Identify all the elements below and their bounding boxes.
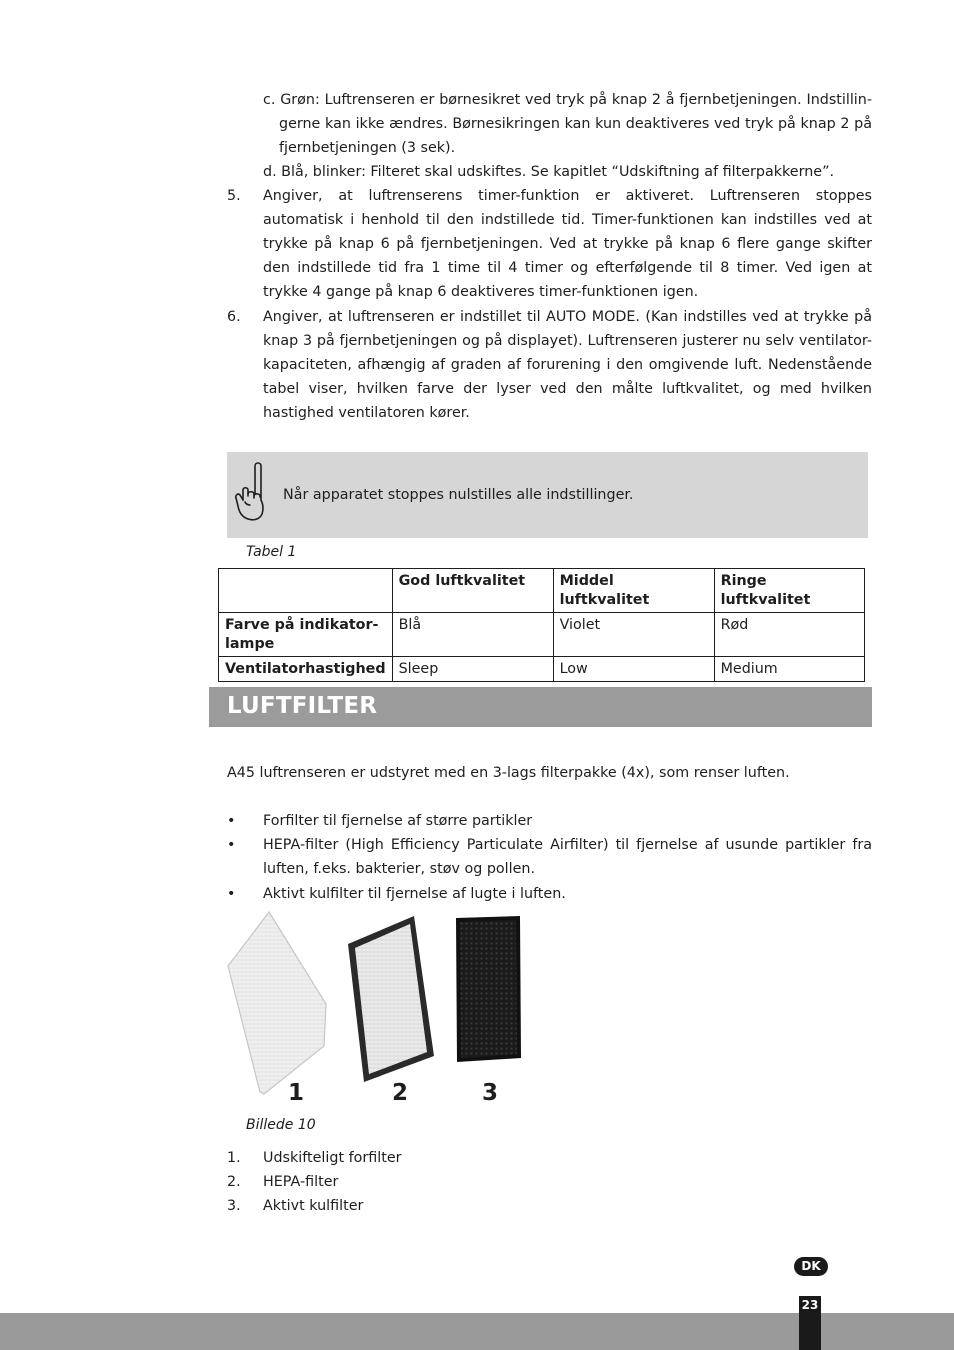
table-row-label: Farve på indikator-lampe bbox=[219, 613, 393, 657]
bullet-marker: • bbox=[227, 886, 236, 902]
table-row bbox=[219, 657, 865, 682]
figure-list-item: HEPA-filter bbox=[263, 1174, 339, 1190]
table-row bbox=[219, 613, 865, 657]
list-item-5: Angiver, at luftrenserens timer-funktion er aktiveret. Luftrenseren stoppes automatisk i henhold til den indstillede tid. Timer-funktionen kan indstilles ved at trykke på knap 6 på fjernbetjeningen. Ved at trykke på knap 6 flere gange skifter den indstillede tid fra 1 time til 4 timer og efterfølgende til 8 timer. Ved igen at trykke 4 gange på knap 6 deaktiveres timer-funktionen igen. bbox=[263, 188, 872, 300]
figure-list-item: Udskifteligt forfilter bbox=[263, 1150, 402, 1166]
bullet-item: HEPA-filter (High Efficiency Particulate Airfilter) til fjernelse af usunde partikler fra luften, f.eks. bakterier, støv og pollen. bbox=[263, 837, 872, 877]
bullet-marker: • bbox=[227, 813, 236, 829]
table-header-cell: Middel luftkvalitet bbox=[553, 569, 714, 613]
list-number-6: 6. bbox=[227, 309, 241, 325]
figure-list-number: 1. bbox=[227, 1150, 241, 1166]
table-row-label: Ventilatorhastighed bbox=[219, 657, 393, 682]
list-item-c: c. Grøn: Luftrenseren er børnesikret ved tryk på knap 2 å fjernbetjeningen. Indstillin-gerne kan ikke ændres. Børnesikringen kan kun deaktiveres ved tryk på knap 2 på fjernbetjeningen (3 sek). bbox=[263, 92, 872, 156]
bullet-marker: • bbox=[227, 837, 236, 853]
table-cell: Violet bbox=[553, 613, 714, 657]
carbon-filter-image bbox=[456, 916, 521, 1062]
table-cell: Low bbox=[553, 657, 714, 682]
list-item-6: Angiver, at luftrenseren er indstillet til AUTO MODE. (Kan indstilles ved at trykke på knap 3 på fjernbetjeningen og på displayet). Luftrenseren justerer nu selv ventilator-kapaciteten, afhængig af graden af forurening i den omgivende luft. Nedenstående tabel viser, hvilken farve der lyser ved den målte luftkvalitet, og med hvilken hastighed ventilatoren kører. bbox=[263, 309, 872, 421]
note-text: Når apparatet stoppes nulstilles alle indstillinger. bbox=[283, 487, 634, 503]
table-header-cell bbox=[219, 569, 393, 613]
section-title: LUFTFILTER bbox=[227, 693, 378, 719]
figure-label-1: 1 bbox=[288, 1080, 305, 1106]
figure-label-3: 3 bbox=[482, 1080, 499, 1106]
figure-list-item: Aktivt kulfilter bbox=[263, 1198, 364, 1214]
table-cell: Sleep bbox=[392, 657, 553, 682]
language-badge: DK bbox=[794, 1257, 828, 1276]
table-header-cell: God luftkvalitet bbox=[392, 569, 553, 613]
table-header-row bbox=[219, 569, 865, 613]
section-intro: A45 luftrenseren er udstyret med en 3-lags filterpakke (4x), som renser luften. bbox=[227, 765, 790, 781]
figure-caption: Billede 10 bbox=[246, 1117, 316, 1133]
pointing-hand-icon bbox=[233, 460, 267, 522]
figure-label-2: 2 bbox=[392, 1080, 409, 1106]
filter-illustration bbox=[224, 906, 534, 1102]
hepa-filter-image bbox=[348, 916, 434, 1082]
table-cell: Blå bbox=[392, 613, 553, 657]
table-cell: Rød bbox=[714, 613, 864, 657]
list-item-d: d. Blå, blinker: Filteret skal udskiftes. Se kapitlet “Udskiftning af filterpakkerne”. bbox=[263, 164, 835, 180]
air-quality-table bbox=[218, 568, 865, 682]
note-box bbox=[227, 452, 868, 538]
bullet-item: Aktivt kulfilter til fjernelse af lugte i luften. bbox=[263, 886, 566, 902]
page-number: 23 bbox=[801, 1298, 819, 1312]
list-number-5: 5. bbox=[227, 188, 241, 204]
table-caption: Tabel 1 bbox=[246, 544, 297, 560]
bullet-item: Forfilter til fjernelse af større partikler bbox=[263, 813, 533, 829]
figure-list-number: 3. bbox=[227, 1198, 241, 1214]
table-header-cell: Ringe luftkvalitet bbox=[714, 569, 864, 613]
figure-list-number: 2. bbox=[227, 1174, 241, 1190]
table-cell: Medium bbox=[714, 657, 864, 682]
pre-filter-image bbox=[228, 912, 326, 1094]
